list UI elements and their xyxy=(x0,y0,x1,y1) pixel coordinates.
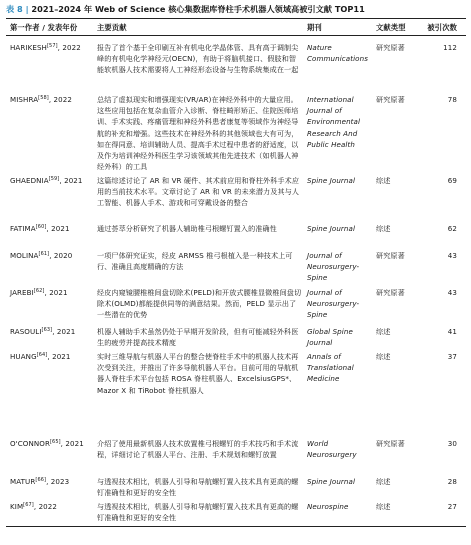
citations-cell: 41 xyxy=(447,327,457,336)
reference-mark: [64] xyxy=(36,352,48,358)
header-type: 文献类型 xyxy=(376,23,406,32)
author-cell: O'CONNOR[65], 2021 xyxy=(10,439,84,448)
publication-year: 2021 xyxy=(49,288,68,297)
reference-mark: [66] xyxy=(35,477,47,483)
citations-cell: 37 xyxy=(447,352,457,361)
author-cell: RASOULI[63], 2021 xyxy=(10,327,76,336)
journal-cell: Nature Communications xyxy=(307,43,369,64)
contribution-cell: 机器人辅助手术虽然仍处于早期开发阶段，但有可能减轻外科医生的疲劳并提高技术精度 xyxy=(97,327,299,348)
contribution-cell: 报告了首个基于全印刷互补有机电化学晶体管、具有高于调制尖峰的有机电化学神经元(OECN)，有助于将脑机接口、假肢和智能软机器人技术需要将人工神经形态设备与生物系统集成在一起 xyxy=(97,43,299,75)
type-cell: 综述 xyxy=(376,477,391,486)
contribution-cell: 经皮内窥镜腰椎椎间盘切除术(PELD)和开放式腰椎显微椎间盘切除术(OLMD)都能提供同等的满意结果。然而，PELD 显示出了一些潜在的优势 xyxy=(97,288,302,320)
type-cell: 研究原著 xyxy=(376,251,405,260)
contribution-cell: 实时三维导航与机器人平台的整合使脊柱手术中的机器人技术再次受到关注，并推出了许多导航机器人平台。目前可用的导航机器人脊柱手术平台包括 ROSA 脊柱机器人、ExcelsiusGPS*、Mazor X 和 TiRobot 脊柱机器人 xyxy=(97,352,299,395)
author-cell: KIM[67], 2022 xyxy=(10,502,58,511)
journal-cell: International Journal of Environmental Research And Public Health xyxy=(307,95,361,149)
publication-year: 2022 xyxy=(62,43,81,52)
type-cell: 研究原著 xyxy=(376,439,405,448)
table-title: 2021–2024 年 Web of Science 核心集数据库脊柱手术机器人领域高被引文献 TOP11 xyxy=(28,4,365,14)
type-cell: 综述 xyxy=(376,327,391,336)
contribution-cell: 这篇综述讨论了 AR 和 VR 硬件、其术前应用和脊柱外科手术应用的当前技术水平。文章讨论了 AR 和 VR 的未来潜力及其与人工智能、机器人手术、游戏和可穿戴设备的整合 xyxy=(97,176,300,208)
reference-mark: [62] xyxy=(33,288,45,294)
type-cell: 研究原著 xyxy=(376,43,405,52)
type-cell: 综述 xyxy=(376,176,391,185)
author-cell: MISHRA[58], 2022 xyxy=(10,95,72,104)
journal-cell: World Neurosurgery xyxy=(307,439,357,460)
contribution-cell: 总结了虚拟现实和增强现实(VR/AR)在神经外科中的大量应用。这些应用包括在复杂血管介入诊断、脊柱畸形矫正、住院医师培训、手术实践、疼痛管理和神经外科患者康复等领域作为神经导航的补充和增强。这些技术在神经外科的其他领域也大有可为，如在得同意、培训辅助人员、提高手术过程中患者的舒适度，以及作为培训神经外科医生学习该领域其他先进技术（如机器人神经外科）的工具 xyxy=(97,95,299,172)
contribution-cell: 通过荟萃分析研究了机器人辅助椎弓根螺钉置入的准确性 xyxy=(97,224,277,233)
author-name: GHAEDNIA xyxy=(10,176,49,185)
publication-year: 2021 xyxy=(65,439,84,448)
reference-mark: [61] xyxy=(38,251,50,257)
header-journal: 期刊 xyxy=(307,23,322,32)
reference-mark: [58] xyxy=(38,95,49,101)
table-number: 表 8 | xyxy=(6,4,29,14)
reference-mark: [59] xyxy=(48,176,60,182)
top-rule xyxy=(6,18,466,19)
author-cell: MATUR[66], 2023 xyxy=(10,477,70,486)
publication-year: 2022 xyxy=(38,502,58,511)
journal-cell: Global Spine Journal xyxy=(307,327,353,348)
publication-year: 2021 xyxy=(64,176,83,185)
author-name: RASOULI xyxy=(10,327,42,336)
journal-cell: Neurospine xyxy=(307,502,349,511)
publication-year: 2022 xyxy=(53,95,72,104)
contribution-cell: 一项尸体研究证实，经皮 ARMSS 椎弓根植入是一种技术上可行、准确且高度精确的方法 xyxy=(97,251,293,272)
author-name: O'CONNOR xyxy=(10,439,50,448)
contribution-cell: 与透视技术相比，机器人引导和导航螺钉置入技术具有更高的螺钉准确性和更好的安全性 xyxy=(97,502,299,523)
type-cell: 研究原著 xyxy=(376,95,405,104)
header-contribution: 主要贡献 xyxy=(97,23,127,32)
author-cell: FATIMA[60], 2021 xyxy=(10,224,70,233)
author-name: HARIKESH xyxy=(10,43,47,52)
citations-cell: 28 xyxy=(447,477,457,486)
author-name: MISHRA xyxy=(10,95,39,104)
type-cell: 综述 xyxy=(376,502,391,511)
journal-cell: Journal of Neurosurgery-Spine xyxy=(307,251,360,283)
contribution-cell: 介绍了使用最新机器人技术放置椎弓根螺钉的手术技巧和手术流程，详细讨论了机器人平台、注册、手术规划和螺钉放置 xyxy=(97,439,299,460)
citations-cell: 30 xyxy=(447,439,457,448)
publication-year: 2021 xyxy=(56,327,76,336)
author-name: MOLINA xyxy=(10,251,39,260)
reference-mark: [57] xyxy=(46,43,58,49)
table-caption xyxy=(6,4,466,15)
type-cell: 综述 xyxy=(376,224,391,233)
journal-cell: Journal of Neurosurgery-Spine xyxy=(307,288,360,320)
citations-cell: 43 xyxy=(447,288,457,297)
author-cell: HUANG[64], 2021 xyxy=(10,352,71,361)
bottom-rule xyxy=(6,526,466,527)
author-name: KIM xyxy=(10,502,24,511)
citations-cell: 69 xyxy=(447,176,457,185)
author-cell: HARIKESH[57], 2022 xyxy=(10,43,81,52)
author-name: MATUR xyxy=(10,477,36,486)
journal-cell: Spine Journal xyxy=(307,477,356,486)
contribution-cell: 与透视技术相比，机器人引导和导航螺钉置入技术具有更高的螺钉准确性和更好的安全性 xyxy=(97,477,299,498)
type-cell: 综述 xyxy=(376,352,391,361)
citations-cell: 112 xyxy=(443,43,457,52)
header-citations: 被引次数 xyxy=(427,23,457,32)
journal-cell: Spine Journal xyxy=(307,176,356,185)
citations-cell: 43 xyxy=(447,251,457,260)
journal-cell: Annals of Translational Medicine xyxy=(307,352,354,384)
author-name: JAREBI xyxy=(10,288,34,297)
publication-year: 2020 xyxy=(53,251,73,260)
reference-mark: [63] xyxy=(41,327,53,333)
header-rule xyxy=(6,35,466,36)
publication-year: 2021 xyxy=(52,352,71,361)
journal-cell: Spine Journal xyxy=(307,224,356,233)
citations-cell: 27 xyxy=(447,502,457,511)
author-cell: JAREBI[62], 2021 xyxy=(10,288,68,297)
publication-year: 2023 xyxy=(50,477,70,486)
reference-mark: [65] xyxy=(50,439,61,445)
reference-mark: [60] xyxy=(35,224,47,230)
author-cell: GHAEDNIA[59], 2021 xyxy=(10,176,83,185)
citations-cell: 78 xyxy=(447,95,457,104)
type-cell: 研究原著 xyxy=(376,288,405,297)
author-name: FATIMA xyxy=(10,224,36,233)
author-name: HUANG xyxy=(10,352,37,361)
publication-year: 2021 xyxy=(51,224,70,233)
citations-cell: 62 xyxy=(447,224,457,233)
author-cell: MOLINA[61], 2020 xyxy=(10,251,73,260)
reference-mark: [67] xyxy=(23,502,34,508)
header-author: 第一作者 / 发表年份 xyxy=(10,23,78,32)
